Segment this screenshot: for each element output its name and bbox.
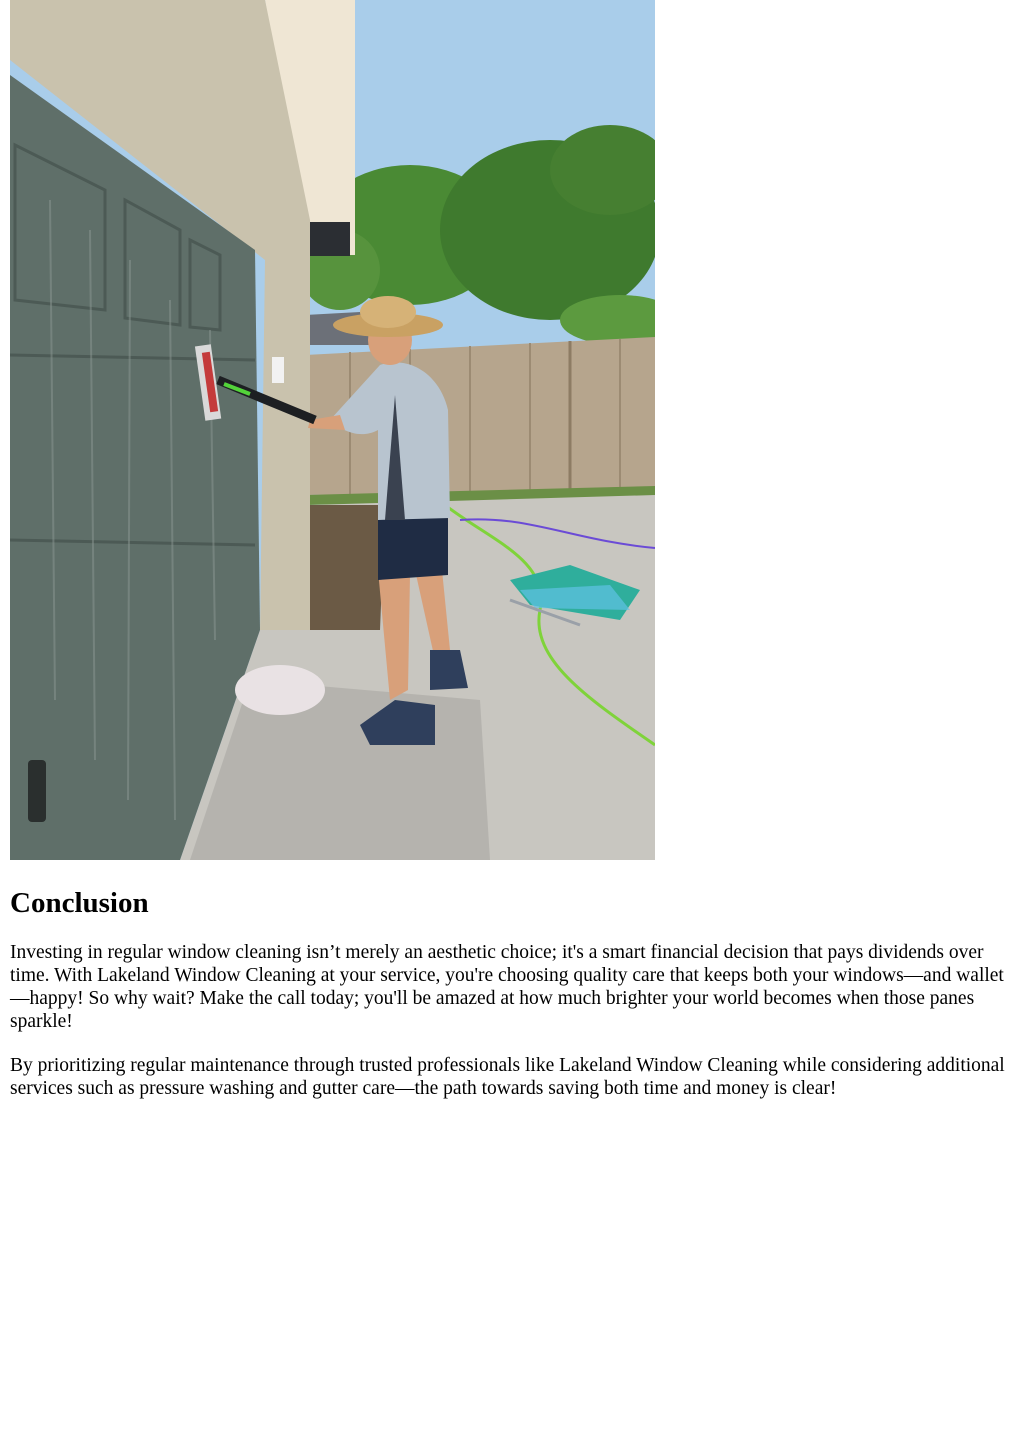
outlet-box bbox=[272, 357, 284, 383]
foam-puddle bbox=[235, 665, 325, 715]
photo-illustration bbox=[10, 0, 655, 860]
paragraph-1: Investing in regular window cleaning isn’t merely an aesthetic choice; it's a smart financial decision that pays dividends over time. With Lakeland Window Cleaning at your service, you're choosing quality care that keeps both your windows—and wallet—happy! So why wait? Make the call today; you'll be amazed at how much brighter your world becomes when those panes sparkle! bbox=[10, 942, 1004, 1032]
door-handle bbox=[28, 760, 46, 822]
document-page bbox=[10, 0, 1010, 1100]
paragraph-2: By prioritizing regular maintenance through trusted professionals like Lakeland Window Cleaning while considering additional services such as pressure washing and gutter care—the path towards saving both time and money is clear! bbox=[10, 1055, 1005, 1099]
article-photo bbox=[10, 0, 655, 860]
garden-bed bbox=[305, 505, 385, 630]
section-heading: Conclusion bbox=[10, 887, 149, 919]
